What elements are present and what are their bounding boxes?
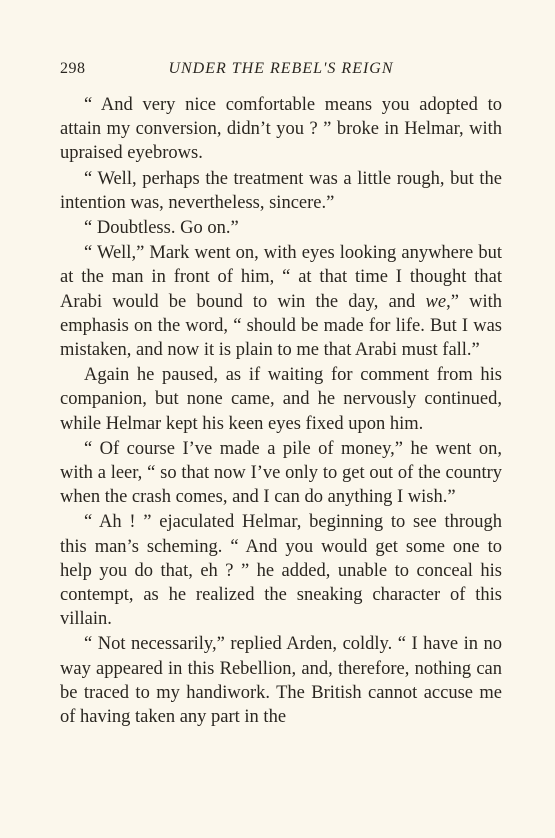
book-title: UNDER THE REBEL'S REIGN xyxy=(168,60,394,77)
paragraph-5: Again he paused, as if waiting for comment from his companion, but none came, and he nervously continued, while Helmar kept his keen eyes fixed upon him. xyxy=(60,365,502,434)
paragraph-3: “ Doubtless. Go on.” xyxy=(84,218,239,239)
body-text xyxy=(60,93,502,729)
paragraph-4-after: ,” with emphasis on the word, “ should be made for life. But I was mistaken, and now it is plain to me that Arabi must fall.” xyxy=(60,291,502,361)
paragraph-4-emphasis: we xyxy=(425,291,447,312)
paragraph-2: “ Well, perhaps the treatment was a little rough, but the intention was, nevertheless, sincere.” xyxy=(60,168,502,213)
running-head xyxy=(60,60,502,84)
paragraph-1: “ And very nice comfortable means you adopted to attain my conversion, didn’t you ? ” broke in Helmar, with upraised eyebrows. xyxy=(60,95,502,164)
paragraph-6: “ Of course I’ve made a pile of money,” he went on, with a leer, “ so that now I’ve only to get out of the country when the crash comes, and I can do anything I wish.” xyxy=(60,438,502,508)
paragraph-8: “ Not necessarily,” replied Arden, coldly. “ I have in no way appeared in this Rebellion, and, therefore, nothing can be traced to my handiwork. The British cannot accuse me of having taken any part in the xyxy=(60,634,502,728)
paragraph-4 xyxy=(60,241,502,362)
paragraph-4-before: “ Well,” Mark went on, with eyes looking anywhere but at the man in front of him, “ at that time I thought that Arabi would be bound to win the day, and xyxy=(60,243,502,312)
page-number: 298 xyxy=(60,60,86,77)
paragraph-7: “ Ah ! ” ejaculated Helmar, beginning to see through this man’s scheming. “ And you would get some one to help you do that, eh ? ” he added, unable to conceal his contempt, as he realized the sneaking character of this villain. xyxy=(60,512,502,630)
